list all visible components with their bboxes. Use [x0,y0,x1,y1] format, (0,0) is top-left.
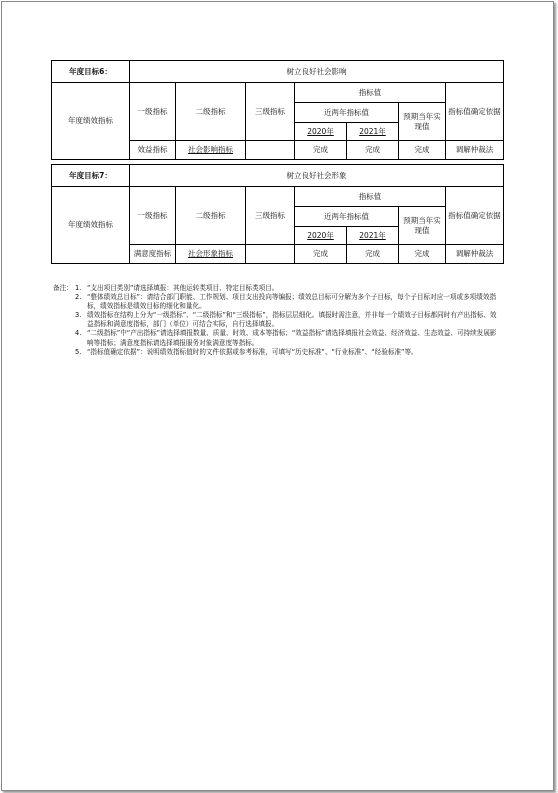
goal7-level1-header: 一级指标 [130,187,176,245]
note-number: 1. [75,284,82,292]
goal7-level2-header: 二级指标 [176,187,246,245]
goal6-text: 树立良好社会影响 [130,61,504,83]
note-text: “整体绩效总目标”：请结合部门职能、工作规划、项目支出投向等编报；绩效总目标可分解为多个子目标，每个子目标对应一项或多项绩效指标，绩效指标是绩效目标的细化和量化。 [87,293,497,311]
note-text: “二级指标”中“产出指标”请选择填报数量、质量、时效、成本等指标；“效益指标”请选择填报社会效益、经济效益、生态效益、可持续发展影响等指标；满意度指标请选择填报服务对象满意度等指标。 [87,329,497,347]
goal7-section-label: 年度绩效指标 [52,187,130,264]
note-item [53,348,503,357]
goal6-basis-header: 指标值确定依据 [446,83,504,141]
note-item [53,311,503,329]
goal7-recent-years-header: 近两年指标值 [295,207,399,227]
goal6-label: 年度目标6： [52,61,130,83]
goal7-year-2020: 2020年 [295,227,347,245]
note-number: 2. [75,293,82,302]
goal7-expected-value: 完成 [399,245,446,264]
goal6-2020-value: 完成 [295,141,347,160]
goal7-2020-value: 完成 [295,245,347,264]
goal7-indicator-value-header: 指标值 [295,187,446,207]
goal7-basis-header: 指标值确定依据 [446,187,504,245]
goal6-year-2020: 2020年 [295,123,347,141]
goal6-level3-header: 三级指标 [246,83,295,141]
goal7-table [51,164,504,264]
goal6-level2-value: 社会影响指标 [176,141,246,160]
goal7-level1-value: 满意度指标 [130,245,176,264]
note-text: “指标值确定依据”：说明绩效指标值时的文件依据或参考标准，可填写“历史标准”、“行业标准”、“经验标准”等。 [87,347,418,356]
goal6-expected-header: 预期当年实现值 [399,103,446,141]
goal6-level1-value: 效益指标 [130,141,176,160]
goal6-expected-value: 完成 [399,141,446,160]
note-item [53,284,503,293]
notes-section [53,284,503,357]
goal7-label: 年度目标7： [52,165,130,187]
goal7-year-2021: 2021年 [347,227,399,245]
goal6-year-2021: 2021年 [347,123,399,141]
notes-heading: 备注： [53,284,73,292]
note-item [53,329,503,347]
note-number: 3. [75,311,82,320]
goal7-basis-value: 调解仲裁法 [446,245,504,264]
goal6-indicator-value-header: 指标值 [295,83,446,103]
goal6-level1-header: 一级指标 [130,83,176,141]
goal7-expected-header: 预期当年实现值 [399,207,446,245]
goal7-level3-value [246,245,295,264]
goal7-text: 树立良好社会形象 [130,165,504,187]
note-text: 绩效指标在结构上分为“一级指标”、“二级指标”和“三级指标”，指标层层细化。填报时需注意，并非每一个绩效子目标都同时有产出指标、效益指标和满意度指标，部门（单位）可结合实际，自行选择填报。 [87,311,497,329]
goal6-level3-value [246,141,295,160]
goal6-recent-years-header: 近两年指标值 [295,103,399,123]
note-number: 5. [75,347,82,356]
goal7-level3-header: 三级指标 [246,187,295,245]
goal6-basis-value: 调解仲裁法 [446,141,504,160]
goal6-section-label: 年度绩效指标 [52,83,130,160]
goal6-table [51,60,504,160]
goal6-2021-value: 完成 [347,141,399,160]
goal7-level2-value: 社会形象指标 [176,245,246,264]
goal6-level2-header: 二级指标 [176,83,246,141]
note-text: “支出项目类别”请选择填报：其他运转类项目、特定目标类项目。 [87,284,279,292]
goal7-2021-value: 完成 [347,245,399,264]
note-item [53,293,503,311]
note-number: 4. [75,329,82,338]
